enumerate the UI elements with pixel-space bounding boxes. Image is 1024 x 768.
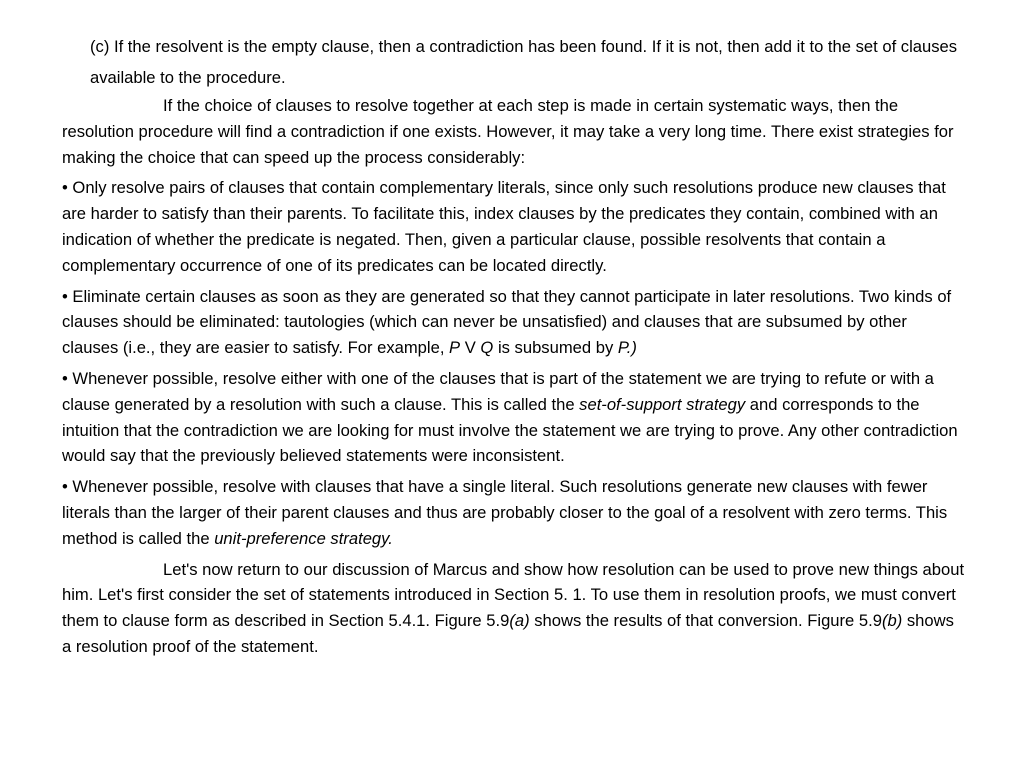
- italic-text: Q: [480, 338, 494, 358]
- text-segment: shows a resolution proof of the statement.: [62, 611, 954, 656]
- paragraph: [62, 175, 967, 278]
- paragraph: [62, 366, 967, 469]
- paragraph: [62, 557, 967, 660]
- text-segment: Let's now return to our discussion of Marcus and show how resolution can be used to prove new things about him. Let's first consider the set of statements introduced in Section 5. 1. To use them in resolution proofs, we must convert them to clause form as described in Section 5.4.1. Figure 5.9: [62, 559, 965, 631]
- text-segment: V: [460, 338, 481, 358]
- paragraph: [90, 31, 967, 93]
- italic-text: set-of-support strategy: [579, 394, 746, 414]
- text-segment: and corresponds to the intuition that the contradiction we are looking for must involve the statement we are trying to prove. Any other contradiction would say that the previously believed statements were inconsistent.: [62, 394, 958, 466]
- text-segment: (c) If the resolvent is the empty clause, then a contradiction has been found. If it is not, then add it to the set of clauses available to the procedure.: [90, 37, 958, 87]
- italic-text: (b): [881, 611, 903, 631]
- text-segment: • Whenever possible, resolve with clauses that have a single literal. Such resolutions generate new clauses with fewer literals than the larger of their parent clauses and thus are probably closer to the goal of a resolvent with zero terms. This method is called the: [62, 477, 948, 548]
- text-segment: is subsumed by: [493, 338, 618, 358]
- italic-text: P.): [617, 338, 637, 358]
- text-segment: • Whenever possible, resolve either with one of the clauses that is part of the statement we are trying to refute or with a clause generated by a resolution with such a clause. This is called the: [62, 368, 934, 414]
- text-segment: If the choice of clauses to resolve together at each step is made in certain systematic ways, then the resolution procedure will find a contradiction if one exists. However, it may take a very long time. There exist strategies for making the choice that can speed up the process considerably:: [62, 96, 954, 167]
- paragraph: [62, 93, 967, 170]
- text-segment: • Eliminate certain clauses as soon as they are generated so that they cannot participate in later resolutions. Two kinds of clauses should be eliminated: tautologies (which can never be unsatisfied) and clauses that are subsumed by other clauses (i.e., they are easier to satisfy. For example,: [62, 286, 952, 358]
- text-segment: shows the results of that conversion. Figure 5.9: [529, 611, 882, 631]
- document-body: [62, 31, 967, 665]
- italic-text: unit-preference strategy.: [214, 528, 393, 548]
- italic-text: (a): [509, 611, 530, 631]
- italic-text: P: [449, 338, 461, 358]
- paragraph: [62, 474, 967, 551]
- text-segment: • Only resolve pairs of clauses that contain complementary literals, since only such resolutions produce new clauses that are harder to satisfy than their parents. To facilitate this, index clauses by the predicates they contain, combined with an indication of whether the predicate is negated. Then, given a particular clause, possible resolvents that contain a complementary occurrence of one of its predicates can be located directly.: [62, 178, 946, 275]
- paragraph: [62, 284, 967, 361]
